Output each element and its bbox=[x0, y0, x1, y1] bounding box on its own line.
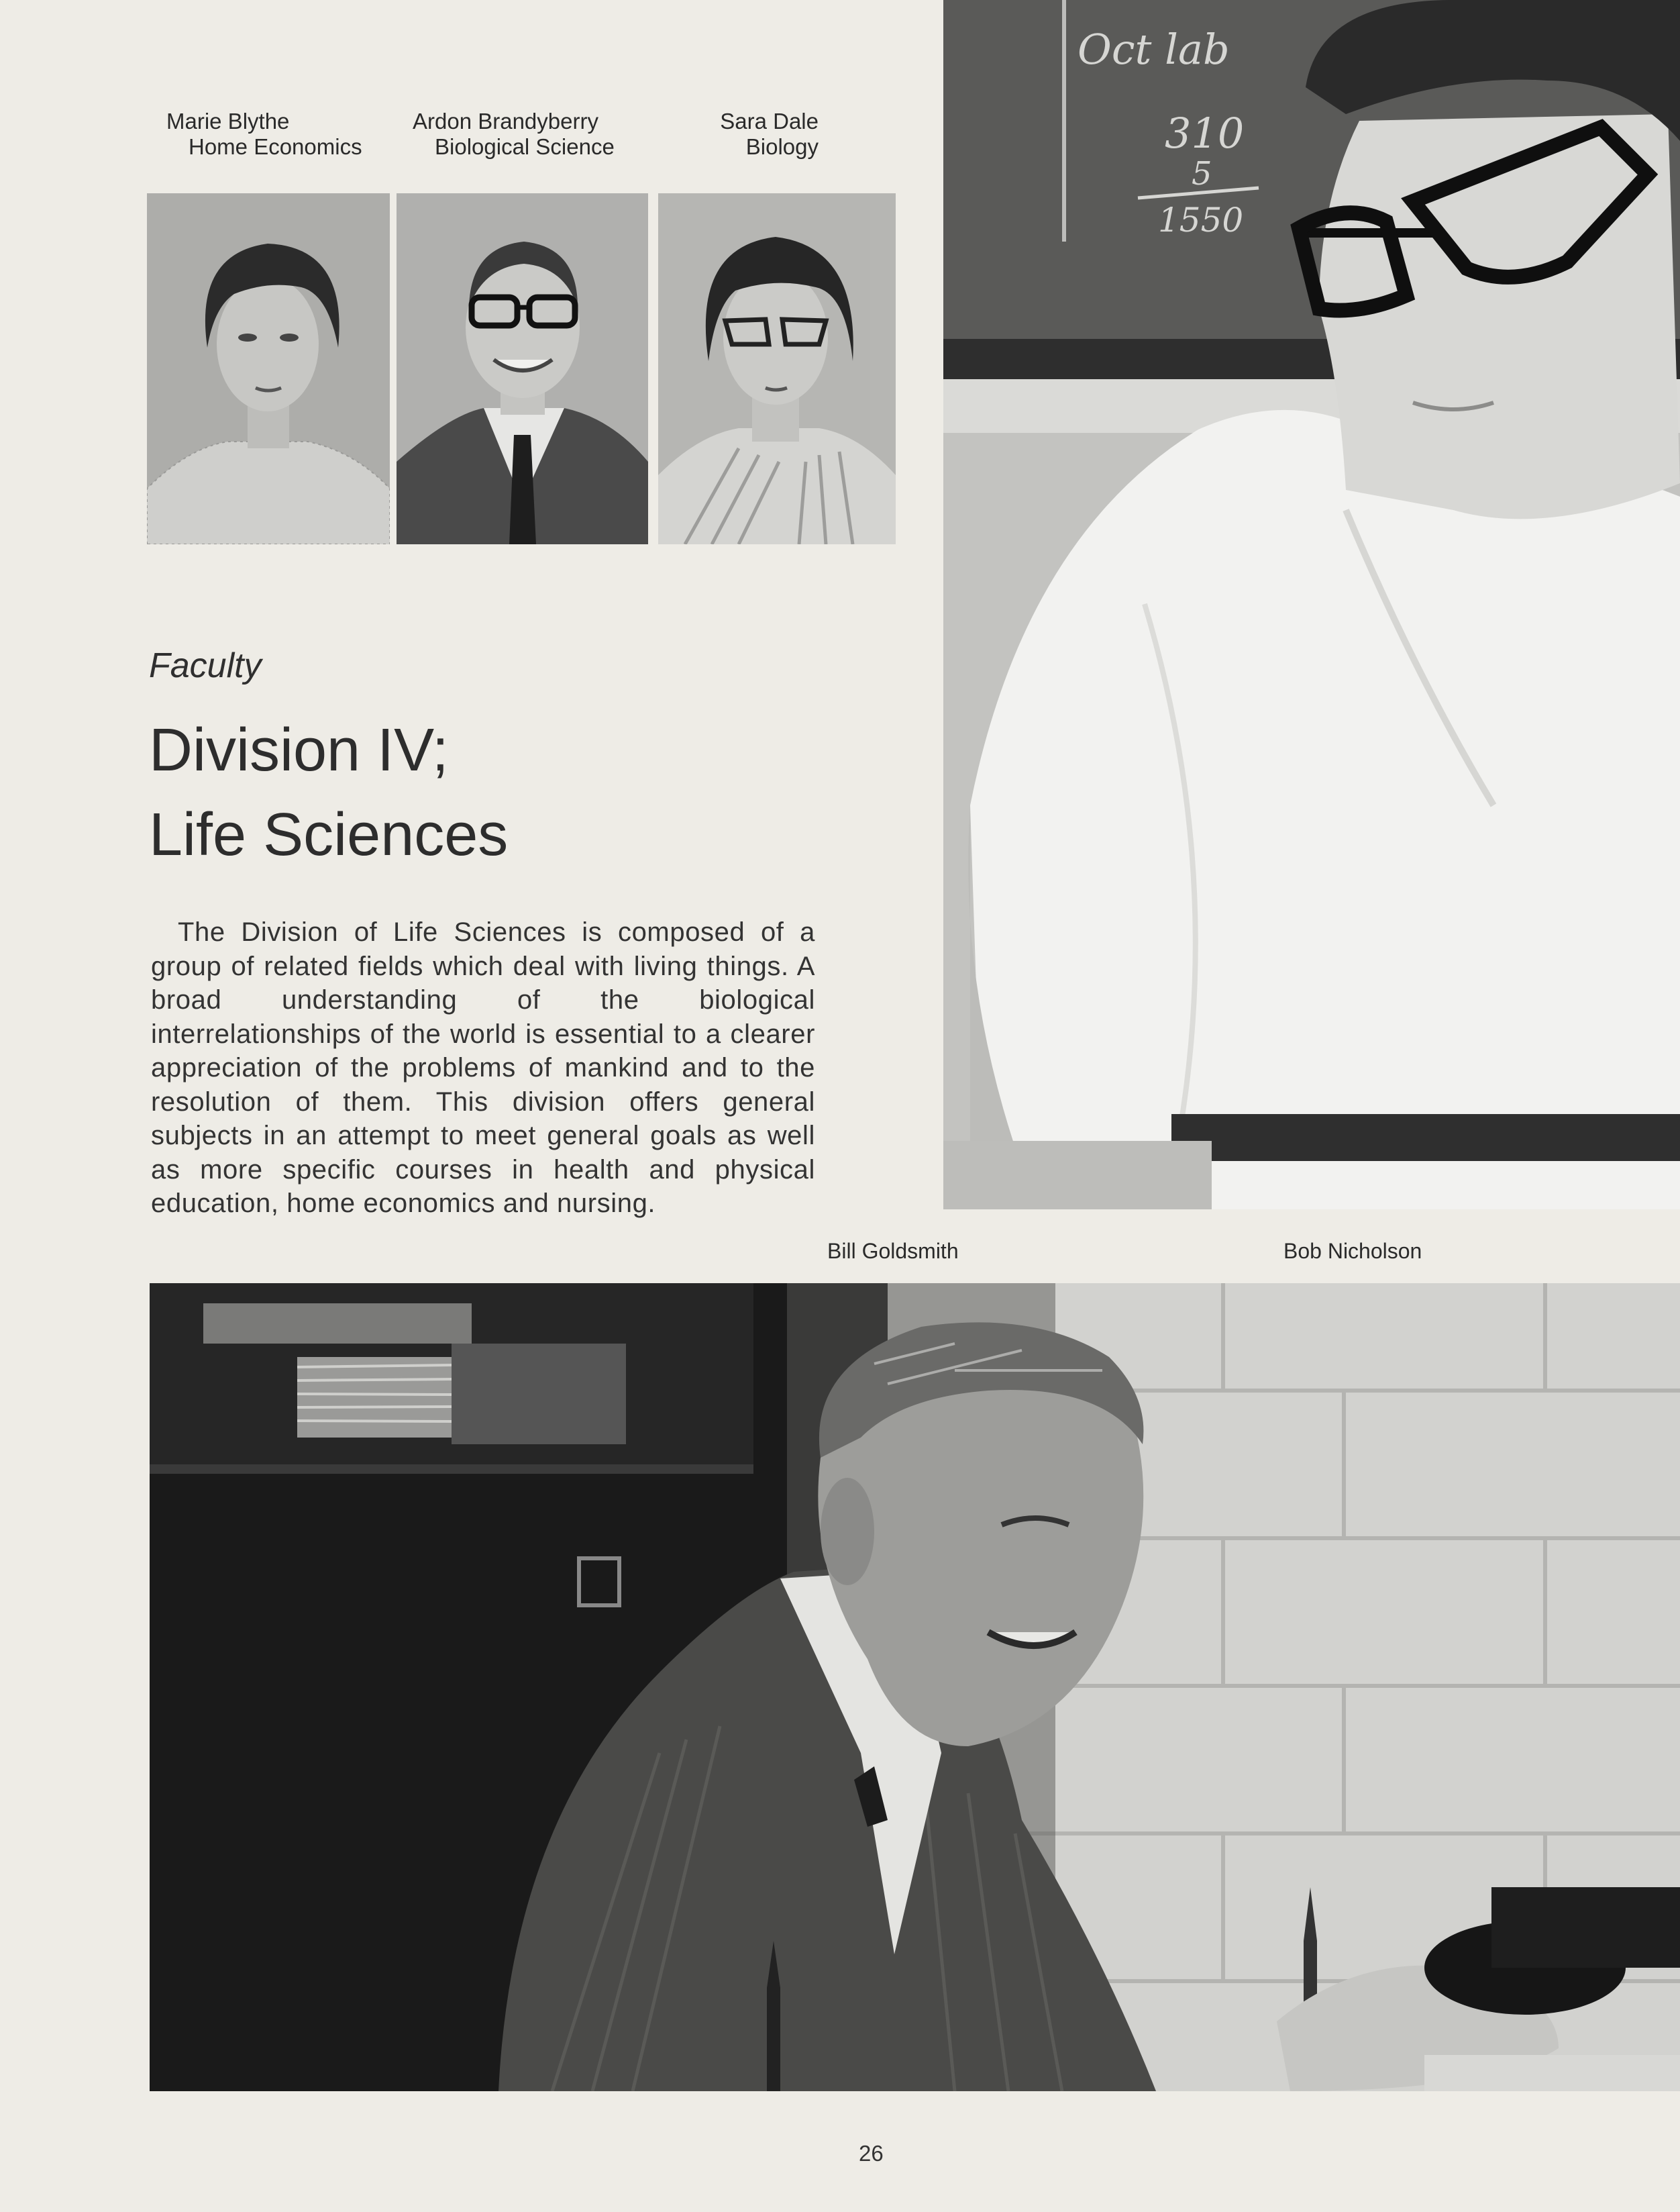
show-through-text bbox=[443, 644, 450, 676]
page-title-line-2: Life Sciences bbox=[149, 801, 509, 868]
portrait-caption-3 bbox=[671, 109, 819, 160]
portrait-name: Sara Dale bbox=[720, 109, 819, 134]
caption-bob-nicholson: Bob Nicholson bbox=[1283, 1239, 1422, 1263]
portrait-photo-sara-dale bbox=[658, 193, 896, 544]
portrait-photo-marie-blythe bbox=[147, 193, 390, 544]
page-title bbox=[149, 708, 508, 877]
caption-bill-goldsmith: Bill Goldsmith bbox=[827, 1239, 959, 1263]
photo-bob-nicholson bbox=[150, 1283, 1680, 2091]
section-label: Faculty bbox=[149, 646, 262, 685]
body-paragraph: The Division of Life Sciences is composed of a group of related fields which deal with living things. A broad understanding of the biological interrelationships of the world is essential to a clearer appreciation of the problems of mankind and to the resolution of them. This division offers general subjects in an attempt to meet general goals as well as more specific courses in health and physical education, home economics and nursing. bbox=[151, 917, 815, 1218]
photo-bill-goldsmith bbox=[943, 0, 1680, 1209]
chalk-writing-3: 5 bbox=[1192, 155, 1212, 193]
portrait-name: Marie Blythe bbox=[166, 109, 290, 134]
page-title-line-1: Division IV; bbox=[149, 717, 449, 784]
page-number: 26 bbox=[859, 2141, 884, 2166]
portrait-name: Ardon Brandyberry bbox=[413, 109, 598, 134]
portrait-dept: Biology bbox=[745, 134, 819, 159]
portrait-photo-ardon-brandyberry bbox=[397, 193, 648, 544]
chalk-writing-4: 1550 bbox=[1158, 201, 1244, 240]
portrait-caption-1 bbox=[166, 109, 362, 160]
portrait-dept: Home Economics bbox=[189, 134, 362, 159]
chalk-writing-1: Oct lab bbox=[1078, 25, 1230, 74]
portrait-dept: Biological Science bbox=[435, 134, 615, 159]
portrait-caption-2 bbox=[413, 109, 615, 160]
chalk-writing-2: 310 bbox=[1165, 109, 1245, 158]
